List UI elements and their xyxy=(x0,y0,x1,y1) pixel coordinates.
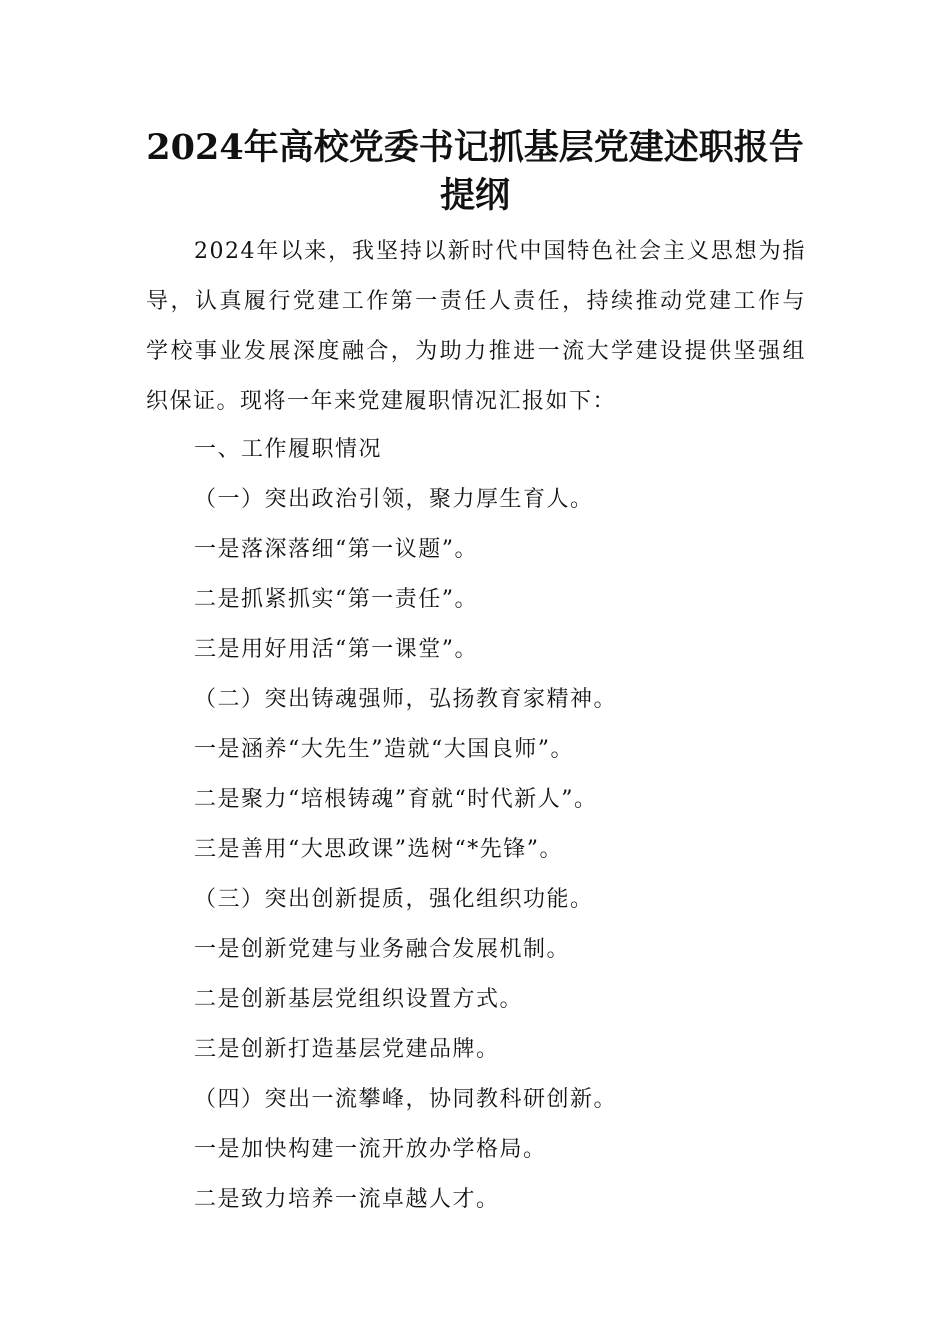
document-title: 2024年高校党委书记抓基层党建述职报告 xyxy=(146,127,804,168)
outline-point: 三是用好用活“第一课堂”。 xyxy=(194,637,478,662)
outline-point: 一是落深落细“第一议题”。 xyxy=(194,537,478,562)
subsection-heading: （四）突出一流攀峰，协同教科研创新。 xyxy=(194,1087,618,1112)
outline-point: 三是创新打造基层党建品牌。 xyxy=(194,1037,500,1062)
outline-point: 一是创新党建与业务融合发展机制。 xyxy=(194,937,571,962)
intro-paragraph xyxy=(146,232,806,432)
subsection-heading: （一）突出政治引领，聚力厚生育人。 xyxy=(194,487,594,512)
intro-line: 导，认真履行党建工作第一责任人责任，持续推动党建工作与 xyxy=(146,289,806,314)
intro-line: 织保证。现将一年来党建履职情况汇报如下： xyxy=(146,389,617,414)
intro-line: 2024年以来，我坚持以新时代中国特色社会主义思想为指 xyxy=(194,239,806,264)
document-title-continued: 提纲 xyxy=(439,175,510,216)
subsection-heading: （二）突出铸魂强师，弘扬教育家精神。 xyxy=(194,687,618,712)
outline-list xyxy=(194,430,814,1230)
outline-point: 三是善用“大思政课”选树“*先锋”。 xyxy=(194,837,563,862)
subsection-heading: （三）突出创新提质，强化组织功能。 xyxy=(194,887,594,912)
outline-point: 二是聚力“培根铸魂”育就“时代新人”。 xyxy=(194,787,598,812)
outline-point: 二是抓紧抓实“第一责任”。 xyxy=(194,587,478,612)
outline-point: 一是加快构建一流开放办学格局。 xyxy=(194,1137,547,1162)
outline-point: 一是涵养“大先生”造就“大国良师”。 xyxy=(194,737,574,762)
intro-line: 学校事业发展深度融合，为助力推进一流大学建设提供坚强组 xyxy=(146,339,806,364)
outline-point: 二是创新基层党组织设置方式。 xyxy=(194,987,524,1012)
section-heading: 一、工作履职情况 xyxy=(194,437,383,462)
outline-point: 二是致力培养一流卓越人才。 xyxy=(194,1187,500,1212)
